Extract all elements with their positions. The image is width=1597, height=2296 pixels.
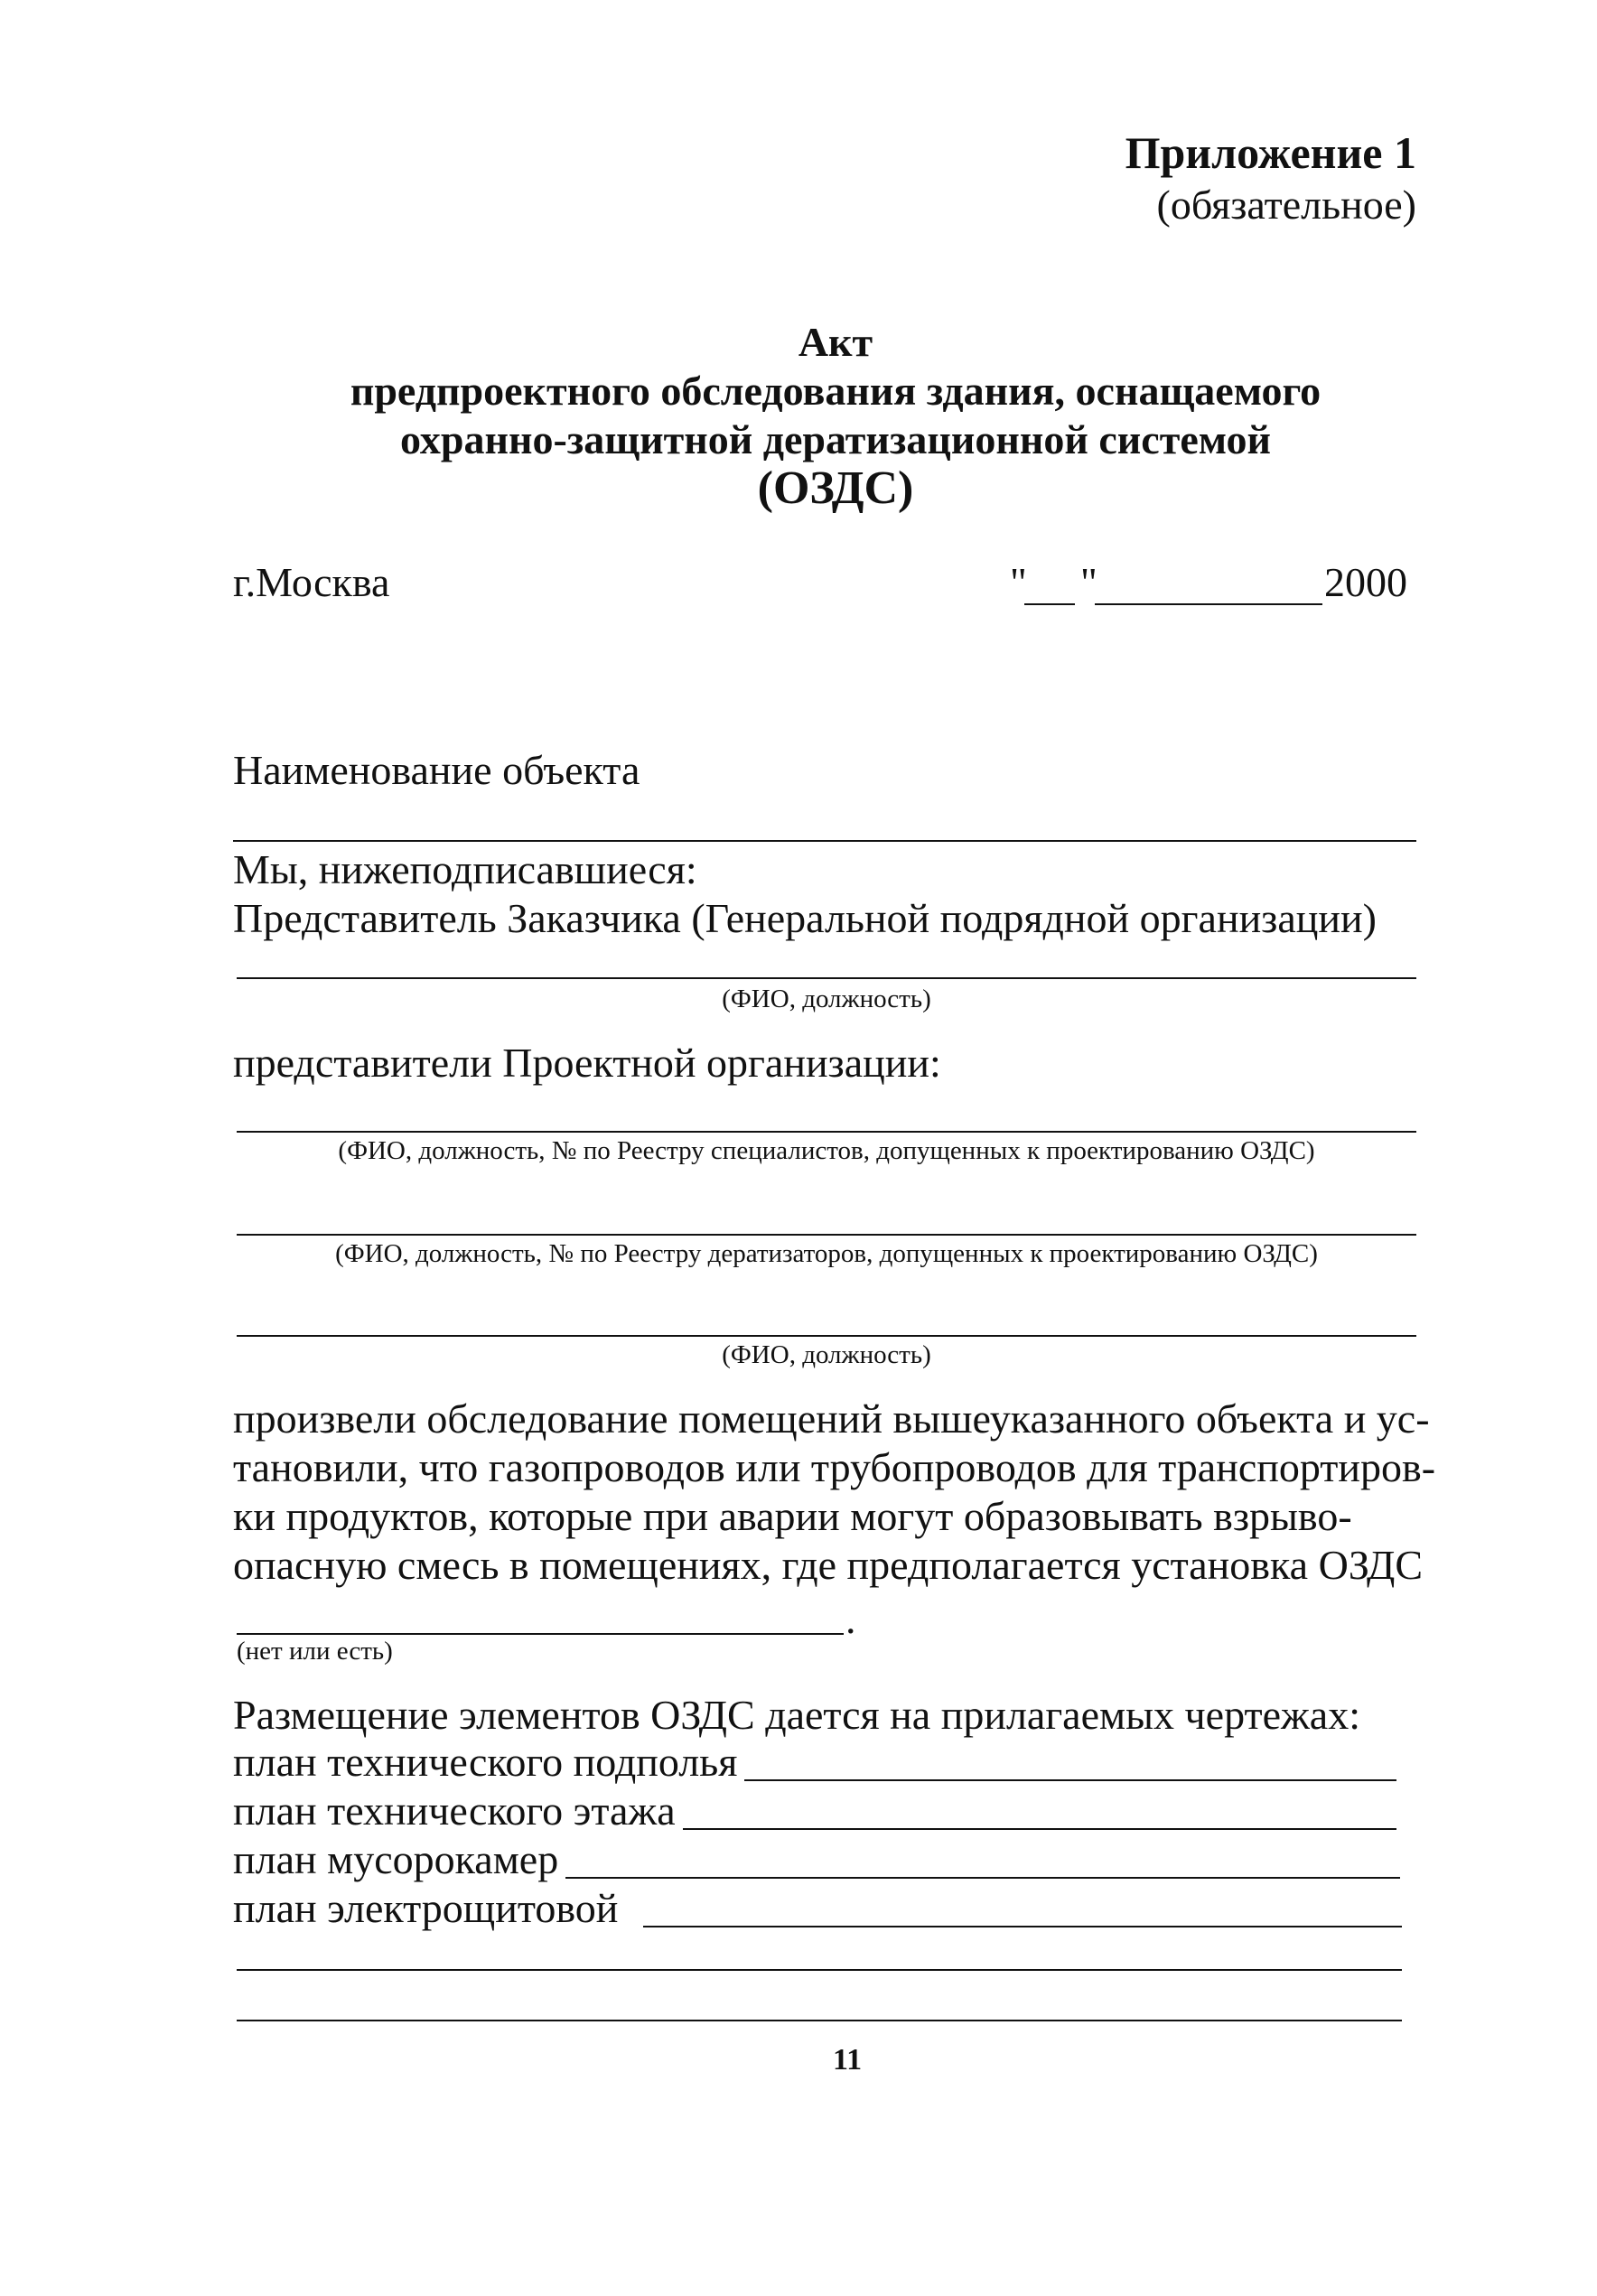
appendix-title: Приложение 1 <box>1125 127 1416 178</box>
object-name-blank <box>233 840 1416 842</box>
design-org-label: представители Проектной организации: <box>233 1040 941 1086</box>
deratizer-blank <box>237 1234 1416 1236</box>
specialist-blank <box>237 1131 1416 1133</box>
title-line-1: Акт <box>798 319 873 365</box>
extra-plan-blank-1 <box>237 1969 1402 1971</box>
appendix-note: (обязательное) <box>1156 182 1416 228</box>
date-month-blank <box>1095 603 1322 605</box>
plan-item-1: план технического подполья <box>233 1739 738 1785</box>
extra-plan-blank-2 <box>237 2020 1402 2021</box>
survey-dot: . <box>845 1596 856 1642</box>
customer-blank <box>237 977 1416 979</box>
page-number: 11 <box>833 2043 863 2077</box>
date-day-blank <box>1024 603 1075 605</box>
date-year: 2000 <box>1324 559 1407 605</box>
plan-item-2-blank <box>683 1828 1396 1830</box>
signers-intro: Мы, нижеподписавшиеся: <box>233 846 697 892</box>
plan-item-4-blank <box>643 1926 1402 1927</box>
plan-item-4: план электрощитовой <box>233 1885 619 1931</box>
title-line-4: (ОЗДС) <box>757 462 914 514</box>
plan-item-1-blank <box>744 1779 1396 1781</box>
survey-text <box>233 1395 1435 1590</box>
date-quote-open: " <box>1010 559 1027 605</box>
document-title <box>298 318 1373 513</box>
plan-item-3: план мусорокамер <box>233 1836 559 1882</box>
customer-caption: (ФИО, должность) <box>722 985 931 1013</box>
survey-line-3: ки продуктов, которые при аварии могут образовывать взрыво- <box>233 1493 1352 1539</box>
customer-representative: Представитель Заказчика (Генеральной подрядной организации) <box>233 895 1377 941</box>
title-line-2: предпроектного обследования здания, оснащаемого <box>350 368 1321 414</box>
deratizer-caption: (ФИО, должность, № по Реестру дератизаторов, допущенных к проектированию ОЗДС) <box>335 1239 1318 1268</box>
placement-intro: Размещение элементов ОЗДС дается на прилагаемых чертежах: <box>233 1692 1360 1738</box>
city: г.Москва <box>233 559 390 605</box>
survey-line-1: произвели обследование помещений вышеуказанного объекта и ус- <box>233 1395 1430 1442</box>
other-signer-caption: (ФИО, должность) <box>722 1340 931 1369</box>
gas-pipeline-caption: (нет или есть) <box>237 1637 393 1666</box>
survey-line-2: тановили, что газопроводов или трубопроводов для транспортиров- <box>233 1444 1436 1490</box>
plan-item-3-blank <box>565 1877 1400 1879</box>
object-label: Наименование объекта <box>233 747 640 793</box>
title-line-3: охранно-защитной дератизационной системой <box>400 416 1271 462</box>
other-signer-blank <box>237 1335 1416 1337</box>
specialist-caption: (ФИО, должность, № по Реестру специалистов, допущенных к проектированию ОЗДС) <box>338 1136 1315 1165</box>
survey-line-4: опасную смесь в помещениях, где предполагается установка ОЗДС <box>233 1542 1424 1588</box>
date-quote-close: " <box>1080 559 1097 605</box>
gas-pipeline-blank <box>237 1633 844 1635</box>
plan-item-2: план технического этажа <box>233 1787 676 1834</box>
